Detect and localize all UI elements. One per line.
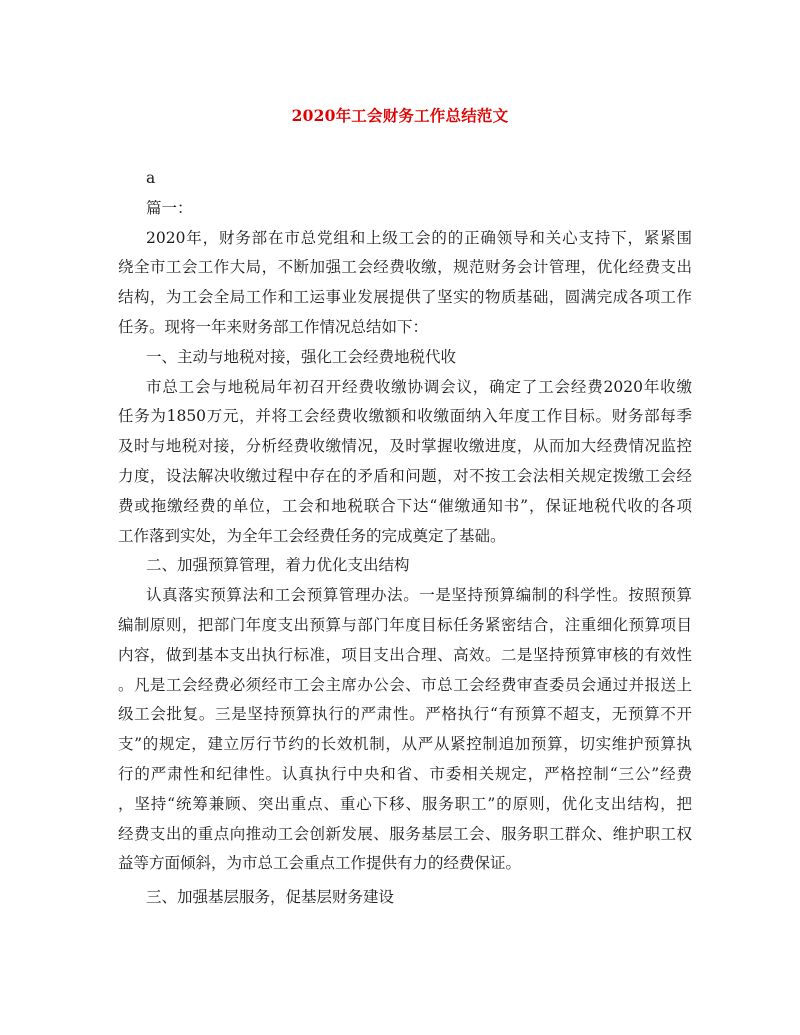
section-label: 篇一：	[146, 198, 193, 217]
paragraph-line: 经费支出的重点向推动工会创新发展、服务基层工会、服务职工群众、维护职工权	[118, 824, 692, 843]
paragraph-line: 费或拖缴经费的单位，工会和地税联合下达“催缴通知书”，保证地税代收的各项	[118, 496, 692, 515]
paragraph-line: 及时与地税对接，分析经费收缴情况，及时掌握收缴进度，从而加大经费情况监控	[118, 437, 692, 456]
paragraph-line: 行的严肃性和纪律性。认真执行中央和省、市委相关规定，严格控制“三公”经费	[118, 764, 692, 783]
paragraph-line: 内容，做到基本支出执行标准，项目支出合理、高效。二是坚持预算审核的有效性	[118, 645, 692, 664]
text-line: a	[146, 169, 156, 187]
paragraph-line: ，坚持“统筹兼顾、突出重点、重心下移、服务职工”的原则，优化支出结构，把	[118, 794, 692, 813]
paragraph-line: 结构，为工会全局工作和工运事业发展提供了坚实的物质基础，圆满完成各项工作	[118, 288, 692, 307]
paragraph-line: 编制原则，把部门年度支出预算与部门年度目标任务紧密结合，注重细化预算项目	[118, 615, 692, 634]
paragraph-line: 级工会批复。三是坚持预算执行的严肃性。严格执行“有预算不超支，无预算不开	[118, 705, 692, 724]
section-heading: 一、主动与地税对接，强化工会经费地税代收	[146, 347, 457, 366]
paragraph-line: 益等方面倾斜，为市总工会重点工作提供有力的经费保证。	[118, 854, 522, 873]
document-title: 2020年工会财务工作总结范文	[291, 106, 509, 125]
paragraph-line: 2020年，财务部在市总党组和上级工会的的正确领导和关心支持下，紧紧围	[146, 228, 692, 247]
section-heading: 二、加强预算管理，着力优化支出结构	[146, 556, 410, 575]
document-body	[118, 164, 692, 913]
section-heading: 三、加强基层服务，促基层财务建设	[146, 888, 395, 907]
paragraph-line: 市总工会与地税局年初召开经费收缴协调会议，确定了工会经费2020年收缴	[146, 377, 692, 396]
paragraph-line: 支”的规定，建立厉行节约的长效机制，从严从紧控制追加预算，切实维护预算执	[118, 735, 692, 754]
paragraph-line: 任务为1850万元，并将工会经费收缴额和收缴面纳入年度工作目标。财务部每季	[118, 407, 692, 426]
paragraph-line: 绕全市工会工作大局，不断加强工会经费收缴，规范财务会计管理，优化经费支出	[118, 258, 692, 277]
paragraph-line: 。凡是工会经费必须经市工会主席办公会、市总工会经费审查委员会通过并报送上	[118, 675, 692, 694]
paragraph-line: 工作落到实处，为全年工会经费任务的完成奠定了基础。	[118, 526, 506, 545]
paragraph-line: 任务。现将一年来财务部工作情况总结如下：	[118, 317, 429, 336]
paragraph-line: 认真落实预算法和工会预算管理办法。一是坚持预算编制的科学性。按照预算	[146, 586, 692, 605]
paragraph-line: 力度，设法解决收缴过程中存在的矛盾和问题，对不按工会法相关规定拨缴工会经	[118, 466, 692, 485]
